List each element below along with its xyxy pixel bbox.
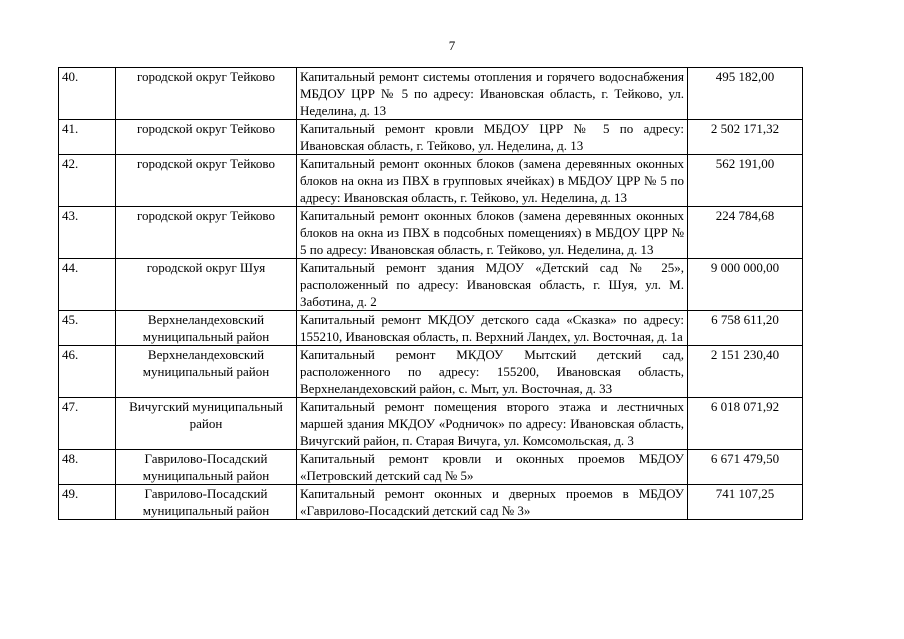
table-row	[59, 311, 803, 346]
row-number: 44.	[59, 259, 116, 311]
municipality-cell: Гаврилово-Посадский муниципальный район	[116, 450, 297, 485]
row-number: 47.	[59, 398, 116, 450]
table-row	[59, 207, 803, 259]
table-row	[59, 155, 803, 207]
description-cell: Капитальный ремонт оконных блоков (замена деревянных оконных блоков на окна из ПВХ в групповых ячейках) в МБДОУ ЦРР № 5 по адресу: Ивановская область, г. Тейково, ул. Неделина, д. 13	[297, 155, 688, 207]
row-number: 49.	[59, 485, 116, 520]
municipality-cell: Гаврилово-Посадский муниципальный район	[116, 485, 297, 520]
table-row	[59, 346, 803, 398]
description-cell: Капитальный ремонт помещения второго этажа и лестничных маршей здания МКДОУ «Родничок» по адресу: Ивановская область, Вичугский район, п. Старая Вичуга, ул. Комсомольская, д. 3	[297, 398, 688, 450]
row-number: 42.	[59, 155, 116, 207]
table-row	[59, 68, 803, 120]
description-cell: Капитальный ремонт оконных и дверных проемов в МБДОУ «Гаврилово-Посадский детский сад № 3»	[297, 485, 688, 520]
row-number: 45.	[59, 311, 116, 346]
municipality-cell: Верхнеландеховский муниципальный район	[116, 346, 297, 398]
row-number: 43.	[59, 207, 116, 259]
row-number: 46.	[59, 346, 116, 398]
row-number: 41.	[59, 120, 116, 155]
amount-cell: 6 671 479,50	[688, 450, 803, 485]
description-cell: Капитальный ремонт оконных блоков (замена деревянных оконных блоков на окна из ПВХ в подсобных помещениях) в МБДОУ ЦРР № 5 по адресу: Ивановская область, г. Тейково, ул. Неделина, д. 13	[297, 207, 688, 259]
municipality-cell: Верхнеландеховский муниципальный район	[116, 311, 297, 346]
amount-cell: 224 784,68	[688, 207, 803, 259]
description-cell: Капитальный ремонт МКДОУ Мытский детский сад, расположенного по адресу: 155200, Ивановская область, Верхнеландеховский район, с. Мыт, ул. Восточная, д. 33	[297, 346, 688, 398]
row-number: 48.	[59, 450, 116, 485]
municipality-cell: городской округ Тейково	[116, 68, 297, 120]
amount-cell: 9 000 000,00	[688, 259, 803, 311]
table-row	[59, 259, 803, 311]
description-cell: Капитальный ремонт МКДОУ детского сада «Сказка» по адресу: 155210, Ивановская область, п. Верхний Ландех, ул. Восточная, д. 1а	[297, 311, 688, 346]
amount-cell: 562 191,00	[688, 155, 803, 207]
description-cell: Капитальный ремонт кровли и оконных проемов МБДОУ «Петровский детский сад № 5»	[297, 450, 688, 485]
page-number: 7	[448, 38, 456, 53]
amount-cell: 495 182,00	[688, 68, 803, 120]
table-row	[59, 398, 803, 450]
municipality-cell: городской округ Тейково	[116, 120, 297, 155]
table-row	[59, 450, 803, 485]
description-cell: Капитальный ремонт здания МДОУ «Детский сад № 25», расположенный по адресу: Ивановская область, г. Шуя, ул. М. Заботина, д. 2	[297, 259, 688, 311]
description-cell: Капитальный ремонт кровли МБДОУ ЦРР № 5 по адресу: Ивановская область, г. Тейково, ул. Неделина, д. 13	[297, 120, 688, 155]
amount-cell: 2 502 171,32	[688, 120, 803, 155]
municipality-cell: городской округ Шуя	[116, 259, 297, 311]
funding-table	[58, 67, 803, 520]
description-cell: Капитальный ремонт системы отопления и горячего водоснабжения МБДОУ ЦРР № 5 по адресу: Ивановская область, г. Тейково, ул. Неделина, д. 13	[297, 68, 688, 120]
amount-cell: 2 151 230,40	[688, 346, 803, 398]
table-row	[59, 120, 803, 155]
row-number: 40.	[59, 68, 116, 120]
municipality-cell: Вичугский муниципальный район	[116, 398, 297, 450]
amount-cell: 741 107,25	[688, 485, 803, 520]
table-row	[59, 485, 803, 520]
amount-cell: 6 018 071,92	[688, 398, 803, 450]
amount-cell: 6 758 611,20	[688, 311, 803, 346]
municipality-cell: городской округ Тейково	[116, 155, 297, 207]
municipality-cell: городской округ Тейково	[116, 207, 297, 259]
